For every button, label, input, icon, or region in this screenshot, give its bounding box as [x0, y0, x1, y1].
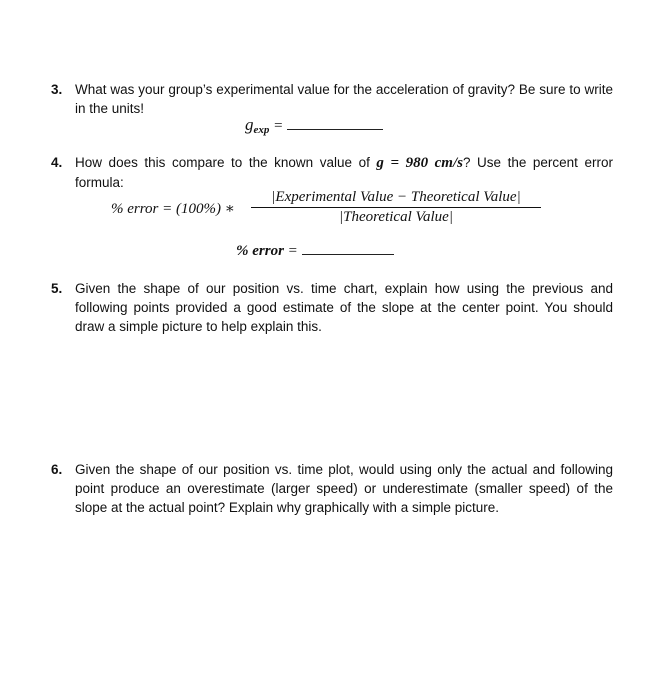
answer-blank[interactable] — [302, 254, 394, 255]
question-5 — [51, 279, 613, 336]
g-exp-answer-line — [245, 115, 383, 135]
question-text-before: How does this compare to the known value of — [75, 155, 377, 170]
formula-fraction — [251, 189, 541, 226]
formula-denominator: |Theoretical Value| — [339, 209, 453, 225]
formula-numerator: |Experimental Value − Theoretical Value| — [251, 189, 541, 208]
question-text: Given the shape of our position vs. time chart, explain how using the previous and following points provided a good estimate of the slope at the center point. You should draw a simple picture to help explain this. — [75, 281, 613, 334]
equals-sign: = — [283, 243, 298, 259]
question-text: What was your group’s experimental value for the acceleration of gravity? Be sure to write in the units! — [75, 82, 613, 116]
formula-lhs: % error = (100%) ∗ — [111, 201, 235, 217]
percent-error-answer-line — [236, 243, 394, 260]
question-text: Given the shape of our position vs. time plot, would using only the actual and following point produce an overestimate (larger speed) or underestimate (smaller speed) of the slope at the actual point? Explain why graphically with a simple picture. — [75, 462, 613, 515]
equals-sign: = — [269, 118, 284, 134]
question-6 — [51, 460, 613, 517]
answer-blank[interactable] — [287, 129, 383, 130]
question-number: 4. — [51, 155, 63, 170]
known-g-value: g = 980 cm/s — [376, 155, 463, 171]
question-number: 3. — [51, 82, 63, 97]
g-subscript: exp — [253, 124, 270, 136]
question-3 — [51, 80, 613, 118]
g-symbol: g — [245, 115, 254, 134]
question-number: 5. — [51, 281, 63, 296]
question-number: 6. — [51, 462, 63, 477]
percent-error-label: % error — [236, 243, 284, 259]
question-4 — [51, 153, 613, 192]
question-text-after: ? Use the percent error formula: — [75, 155, 613, 190]
question-text — [75, 153, 613, 192]
